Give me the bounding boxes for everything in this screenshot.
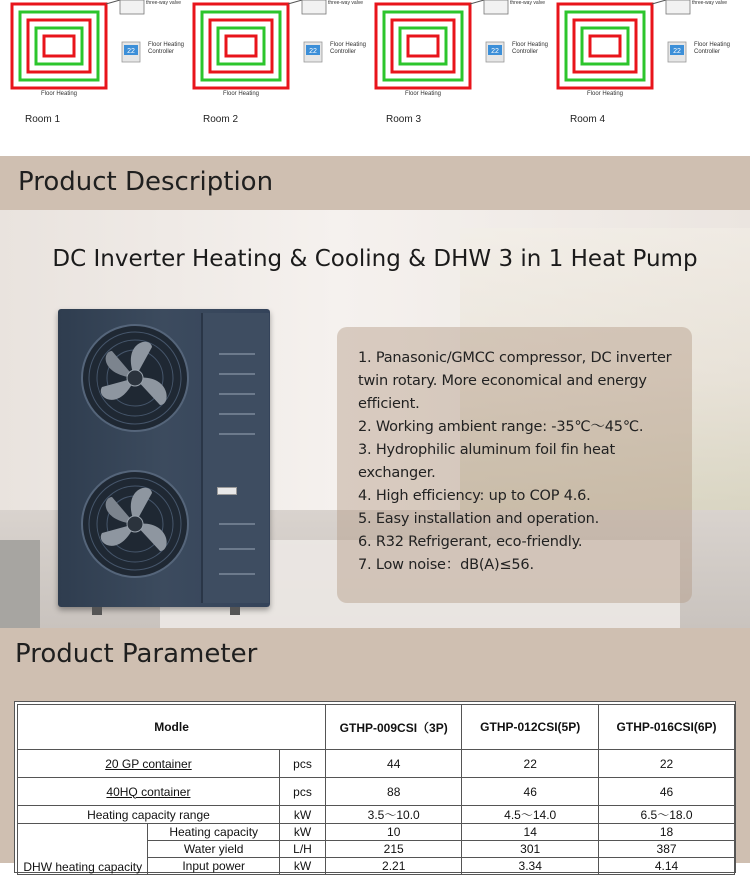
- feature-item: 1. Panasonic/GMCC compressor, DC inverter twin rotary. More economical and energy efficient.: [358, 350, 672, 412]
- model-label-cell: Modle: [18, 705, 326, 750]
- unit-foot: [230, 607, 240, 615]
- row-unit: kW: [279, 824, 325, 841]
- row-unit: kW: [279, 806, 325, 824]
- controller-label: Floor Heating Controller: [148, 42, 185, 55]
- room-label: Room 1: [25, 114, 61, 125]
- background-sofa: [0, 540, 40, 628]
- room-diagram-1: [10, 0, 192, 156]
- panel-line: [219, 548, 255, 550]
- product-description-header: [0, 156, 750, 210]
- product-parameter-header: [0, 628, 750, 682]
- panel-line: [219, 373, 255, 375]
- room-diagram-2: [192, 0, 374, 156]
- panel-handle: [217, 487, 237, 495]
- row-value: 22: [462, 750, 599, 778]
- floor-heating-label: Floor Heating: [40, 91, 78, 97]
- row-value: 14: [462, 824, 599, 841]
- parameter-table-frame: [14, 701, 736, 873]
- room-label: Room 4: [570, 114, 606, 125]
- valve-label: three-way valve: [510, 0, 546, 6]
- table-row: [18, 750, 735, 778]
- row-value: 3.5～10.0: [326, 806, 462, 824]
- room-diagram-3: [374, 0, 556, 156]
- valve-label: three-way valve: [146, 0, 182, 6]
- row-value: 22: [599, 750, 735, 778]
- heat-pump-image: [58, 309, 270, 607]
- fan-icon: [80, 469, 190, 579]
- row-value: 46: [599, 778, 735, 806]
- panel-line: [219, 523, 255, 525]
- model-cell: GTHP-009CSI（3P): [326, 705, 462, 750]
- section-title: Product Description: [18, 167, 274, 197]
- table-row: [18, 824, 735, 841]
- row-value: 10: [326, 824, 462, 841]
- room-label: Room 2: [203, 114, 239, 125]
- row-value: 46: [462, 778, 599, 806]
- panel-line: [219, 433, 255, 435]
- feature-item: 7. Low noise：dB(A)≤56.: [358, 557, 534, 573]
- table-row: [18, 806, 735, 824]
- fan-icon: [80, 323, 190, 433]
- row-name: Input power: [148, 858, 279, 875]
- valve-label: three-way valve: [328, 0, 364, 6]
- row-value: 215: [326, 841, 462, 858]
- thermostat-display: 22: [127, 48, 135, 55]
- row-value: 6.5～18.0: [599, 806, 735, 824]
- panel-line: [219, 413, 255, 415]
- model-cell: GTHP-016CSI(6P): [599, 705, 735, 750]
- row-name: Water yield: [148, 841, 279, 858]
- controller-label: Floor Heating Controller: [694, 42, 731, 55]
- row-unit: kW: [279, 858, 325, 875]
- feature-item: 5. Easy installation and operation.: [358, 511, 600, 527]
- row-name: 20 GP container: [18, 750, 280, 778]
- controller-label: Floor Heating Controller: [512, 42, 549, 55]
- floor-heating-diagram: [0, 0, 750, 156]
- table-row: [18, 778, 735, 806]
- feature-list: [337, 327, 692, 577]
- section-title: Product Parameter: [15, 639, 258, 669]
- unit-foot: [92, 607, 102, 615]
- row-unit: pcs: [279, 750, 325, 778]
- feature-item: 3. Hydrophilic aluminum foil fin heat exchanger.: [358, 442, 615, 481]
- row-value: 44: [326, 750, 462, 778]
- row-unit: pcs: [279, 778, 325, 806]
- room-diagram-4: [556, 0, 738, 156]
- row-value: 4.5～14.0: [462, 806, 599, 824]
- panel-line: [219, 573, 255, 575]
- row-unit: L/H: [279, 841, 325, 858]
- row-value: 88: [326, 778, 462, 806]
- parameter-table: [17, 704, 735, 875]
- thermostat-display: 22: [491, 48, 499, 55]
- panel-line: [219, 393, 255, 395]
- floor-heating-label: Floor Heating: [404, 91, 442, 97]
- group-name: DHW heating capacity: [18, 824, 148, 875]
- thermostat-display: 22: [309, 48, 317, 55]
- row-value: 301: [462, 841, 599, 858]
- hero-title: DC Inverter Heating & Cooling & DHW 3 in 1 Heat Pump: [52, 246, 698, 272]
- floor-heating-label: Floor Heating: [586, 91, 624, 97]
- feature-item: 4. High efficiency: up to COP 4.6.: [358, 488, 591, 504]
- parameter-section: [0, 682, 750, 874]
- model-cell: GTHP-012CSI(5P): [462, 705, 599, 750]
- row-name: Heating capacity: [148, 824, 279, 841]
- side-panel: [201, 313, 269, 603]
- valve-label: three-way valve: [692, 0, 728, 6]
- product-hero: [0, 210, 750, 628]
- feature-item: 2. Working ambient range: -35℃～45℃.: [358, 419, 644, 435]
- row-name: Heating capacity range: [18, 806, 280, 824]
- room-label: Room 3: [386, 114, 422, 125]
- row-name: 40HQ container: [18, 778, 280, 806]
- feature-item: 6. R32 Refrigerant, eco-friendly.: [358, 534, 583, 550]
- row-value: 387: [599, 841, 735, 858]
- row-value: 2.21: [326, 858, 462, 875]
- table-header-row: [18, 705, 735, 750]
- thermostat-display: 22: [673, 48, 681, 55]
- controller-label: Floor Heating Controller: [330, 42, 367, 55]
- row-value: 3.34: [462, 858, 599, 875]
- floor-heating-label: Floor Heating: [222, 91, 260, 97]
- feature-list-box: [337, 327, 692, 603]
- row-value: 18: [599, 824, 735, 841]
- panel-line: [219, 353, 255, 355]
- row-value: 4.14: [599, 858, 735, 875]
